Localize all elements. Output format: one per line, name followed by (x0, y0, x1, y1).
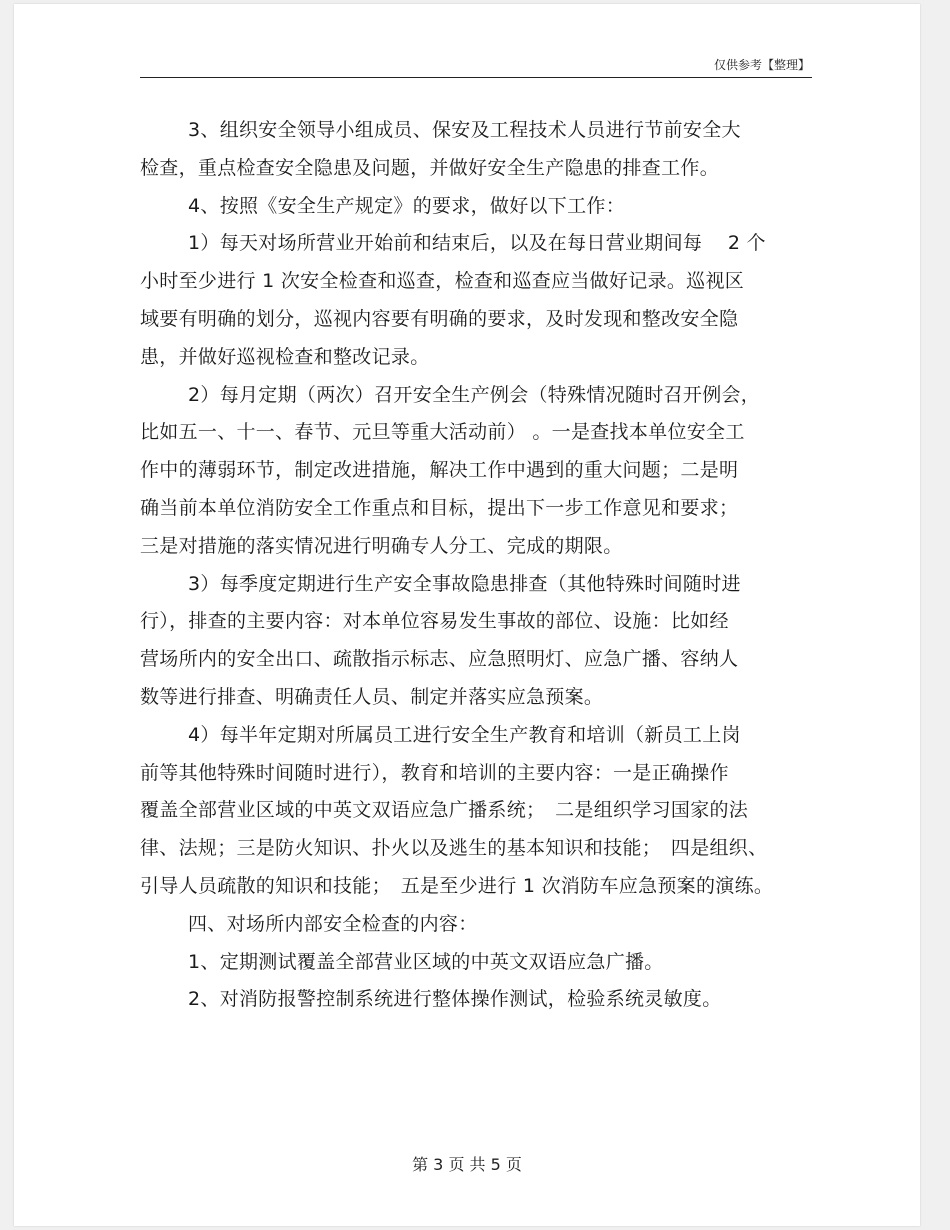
text-line: 4）每半年定期对所属员工进行安全生产教育和培训（新员工上岗 (188, 723, 741, 746)
page-footer: 第 3 页 共 5 页 (412, 1155, 522, 1174)
text-line: 比如五一、十一、春节、元旦等重大活动前） 。一是查找本单位安全工 (140, 421, 745, 444)
text-line: 检查，重点检查安全隐患及问题，并做好安全生产隐患的排查工作。 (140, 156, 720, 179)
text-line: 2）每月定期（两次）召开安全生产例会（特殊情况随时召开例会， (188, 383, 761, 406)
text-line: 行），排查的主要内容：对本单位容易发生事故的部位、设施：比如经 (140, 610, 729, 633)
text-line: 2、对消防报警控制系统进行整体操作测试，检验系统灵敏度。 (188, 988, 722, 1011)
text-line: 3、组织安全领导小组成员、保安及工程技术人员进行节前安全大 (188, 119, 741, 141)
text-line: 律、法规；三是防火知识、扑火以及逃生的基本知识和技能； 四是组织、 (140, 837, 768, 860)
text-line: 3）每季度定期进行生产安全事故隐患排查（其他特殊时间随时进 (188, 572, 741, 595)
text-line: 域要有明确的划分，巡视内容要有明确的要求，及时发现和整改安全隐 (140, 307, 739, 330)
text-line: 确当前本单位消防安全工作重点和目标，提出下一步工作意见和要求； (140, 496, 739, 519)
text-line: 前等其他特殊时间随时进行），教育和培训的主要内容：一是正确操作 (140, 761, 729, 784)
text-line: 三是对措施的落实情况进行明确专人分工、完成的期限。 (140, 534, 623, 557)
text-line: 覆盖全部营业区域的中英文双语应急广播系统； 二是组织学习国家的法 (140, 799, 749, 822)
body-text (140, 112, 812, 1019)
page-header: 仅供参考【整理】 (713, 58, 810, 72)
document-page (14, 4, 920, 1226)
text-line: 4、按照《安全生产规定》的要求，做好以下工作： (188, 194, 625, 217)
text-line: 数等进行排查、明确责任人员、制定并落实应急预案。 (140, 685, 604, 708)
header-rule (140, 77, 812, 78)
text-line: 1、定期测试覆盖全部营业区域的中英文双语应急广播。 (188, 950, 664, 973)
text-line: 作中的薄弱环节，制定改进措施，解决工作中遇到的重大问题；二是明 (140, 459, 739, 482)
text-line: 引导人员疏散的知识和技能； 五是至少进行 1 次消防车应急预案的演练。 (140, 874, 774, 897)
text-line: 营场所内的安全出口、疏散指示标志、应急照明灯、应急广播、容纳人 (140, 648, 739, 671)
text-line: 小时至少进行 1 次安全检查和巡查，检查和巡查应当做好记录。巡视区 (140, 270, 745, 293)
text-line: 1）每天对场所营业开始前和结束后，以及在每日营业期间每 2 个 (188, 232, 766, 255)
text-line: 患，并做好巡视检查和整改记录。 (140, 345, 430, 368)
text-line: 四、对场所内部安全检查的内容： (188, 912, 478, 935)
